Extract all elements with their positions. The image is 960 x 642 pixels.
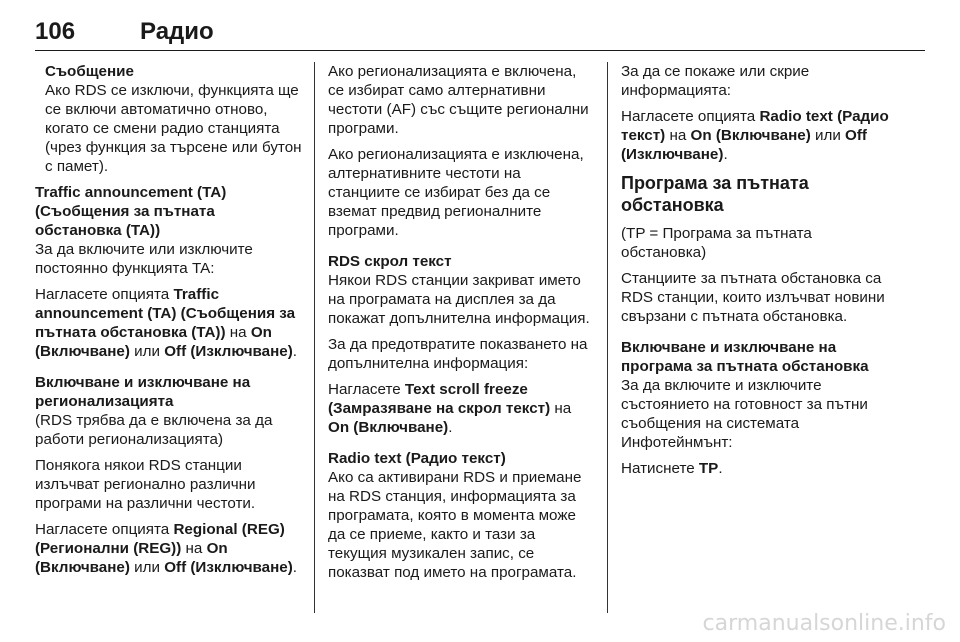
scroll-paragraph-3: Нагласете Text scroll freeze (Замразяване на скрол текст) на On (Включване). xyxy=(328,381,572,436)
note-title: Съобщение xyxy=(45,63,134,80)
column-divider xyxy=(314,62,315,613)
reg-paragraph-1: (RDS трябва да е включена за да работи регионализацията) xyxy=(35,412,273,448)
header-rule xyxy=(35,50,925,51)
tp-heading: Програма за пътната обстановка xyxy=(621,173,809,215)
reg-paragraph-5: Ако регионализацията е изключена, алтернативните честоти на станциите се избират без да се вземат предвид регионалните програми. xyxy=(328,146,584,239)
on-option: On (Включване) xyxy=(690,127,811,144)
scroll-paragraph-2: За да предотвратите показването на допълнителна информация: xyxy=(328,336,588,372)
reg-paragraph-2: Понякога някои RDS станции излъчват регионално различни програми на различни честоти. xyxy=(35,457,256,512)
tp-paragraph-4: Натиснете TP. xyxy=(621,460,723,477)
rt-paragraph-2: За да се покаже или скрие информацията: xyxy=(621,63,810,99)
radio-text-paragraph: Ако са активирани RDS и приемане на RDS станция, информацията за програмата, която в момента може да се приеме, както и тази за текущия музикален запис, се показват под името на програмата. xyxy=(328,469,582,581)
on-option: On (Включване) xyxy=(328,419,449,436)
scroll-option: Text scroll freeze (Замразяване на скрол текст) xyxy=(328,381,551,417)
ta-paragraph-1: За да включите или изключите постоянно функцията TA: xyxy=(35,241,253,277)
column-middle xyxy=(328,62,596,589)
radio-text-heading: Radio text (Радио текст) xyxy=(328,450,506,467)
section-title: Радио xyxy=(140,18,214,45)
ta-heading: Traffic announcement (TA) (Съобщения за пътната обстановка (TA)) xyxy=(35,184,227,239)
tp-subheading: Включване и изключване на програма за пътната обстановка xyxy=(621,339,869,375)
off-option: Off (Изключване) xyxy=(164,559,293,576)
column-left xyxy=(35,62,305,584)
on-option: On (Включване) xyxy=(35,324,272,360)
reg-paragraph-4: Ако регионализацията е включена, се избират само алтернативни честоти (AF) със същите регионални програми. xyxy=(328,63,589,137)
reg-heading: Включване и изключване на регионализацията xyxy=(35,374,251,410)
scroll-heading: RDS скрол текст xyxy=(328,253,452,270)
tp-paragraph-3: За да включите и изключите състоянието на готовност за пътни съобщения на системата Инфотейнмънт: xyxy=(621,377,868,451)
tp-paragraph-2: Станциите за пътната обстановка са RDS станции, които излъчват новини свързани с пътната обстановка. xyxy=(621,270,885,325)
ta-paragraph-2: Нагласете опцията Traffic announcement (TA) (Съобщения за пътната обстановка (TA)) на On (Включване) или Off (Изключване). xyxy=(35,286,298,360)
column-right xyxy=(621,62,901,485)
off-option: Off (Изключване) xyxy=(164,343,293,360)
page-number: 106 xyxy=(35,18,76,45)
on-option: On (Включване) xyxy=(35,540,228,576)
page-header xyxy=(35,18,925,52)
tp-button-label: TP xyxy=(698,460,719,477)
note-block xyxy=(35,62,305,176)
rt-paragraph-3: Нагласете опцията Radio text (Радио текст) на On (Включване) или Off (Изключване). xyxy=(621,108,889,163)
rt-option: Radio text (Радио текст) xyxy=(621,108,889,144)
off-option: Off (Изключване) xyxy=(621,127,867,163)
tp-paragraph-1: (TP = Програма за пътната обстановка) xyxy=(621,225,812,261)
column-divider xyxy=(607,62,608,613)
reg-option: Regional (REG) (Регионални (REG)) xyxy=(35,521,285,557)
ta-option: Traffic announcement (TA) (Съобщения за пътната обстановка (TA)) xyxy=(35,286,296,341)
reg-paragraph-3: Нагласете опцията Regional (REG) (Регионални (REG)) на On (Включване) или Off (Изключване). xyxy=(35,521,298,576)
note-body: Ако RDS се изключи, функцията ще се включи автоматично отново, когато се смени радио станцията (чрез функция за търсене или бутон с памет). xyxy=(45,82,302,175)
watermark: carmanualsonline.info xyxy=(702,611,946,636)
scroll-paragraph-1: Някои RDS станции закриват името на програмата на дисплея за да покажат допълнителна информация. xyxy=(328,272,590,327)
